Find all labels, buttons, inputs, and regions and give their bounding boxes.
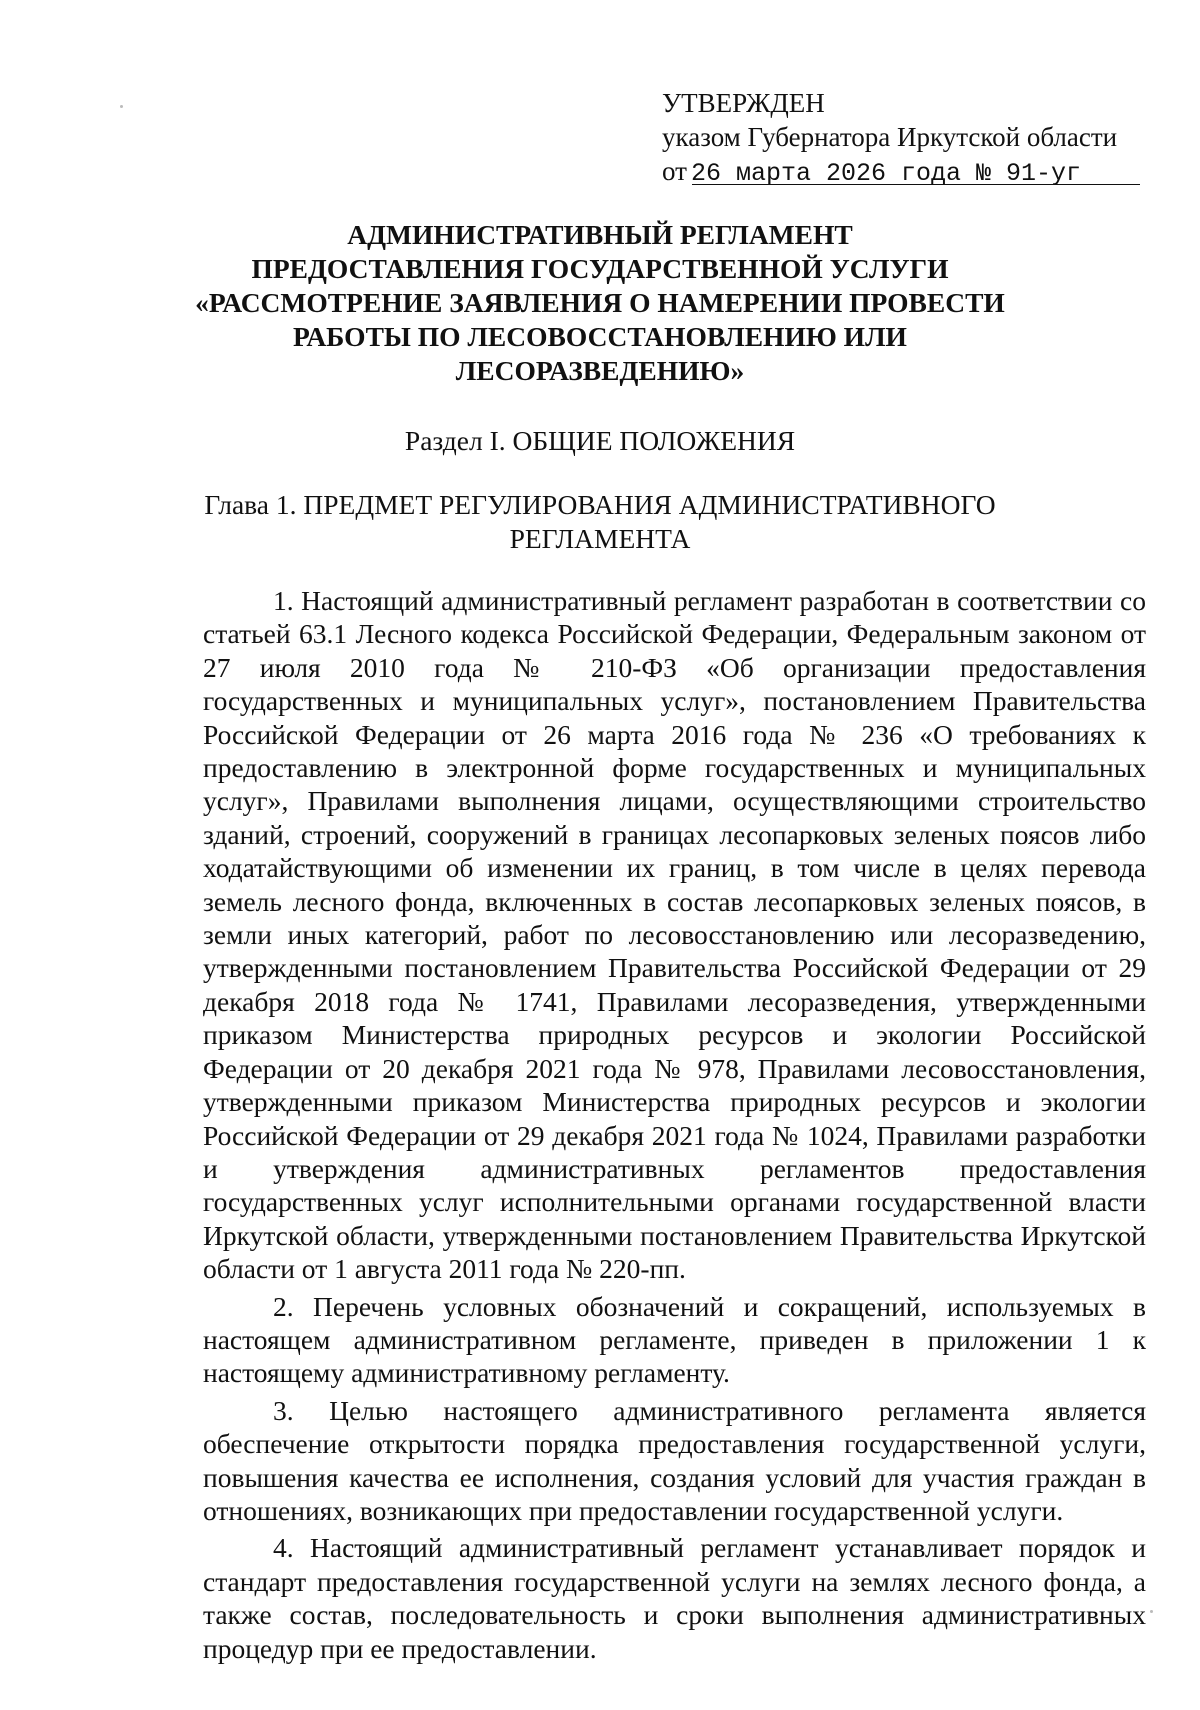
approval-status: УТВЕРЖДЕН xyxy=(662,88,825,118)
paragraph-2: 2. Перечень условных обозначений и сокращений, используемых в настоящем административном регламенте, приведен в приложении 1 к настоящему административному регламенту. xyxy=(203,1290,1146,1389)
chapter-heading xyxy=(150,488,1050,556)
paragraph-1: 1. Настоящий административный регламент разработан в соответствии со статьей 63.1 Лесного кодекса Российской Федерации, Федеральным законом от 27 июля 2010 года № 210-ФЗ «Об организации предоставления государственных и муниципальных услуг», постановлением Правительства Российской Федерации от 26 марта 2016 года № 236 «О требованиях к предоставлению в электронной форме государственных и муниципальных услуг», Правилами выполнения лицами, осуществляющими строительство зданий, строений, сооружений в границах лесопарковых зеленых поясов либо ходатайствующими об изменении их границ, в том числе в целях перевода земель лесного фонда, включенных в состав лесопарковых зеленых поясов, в земли иных категорий, работ по лесовосстановлению или лесоразведению, утвержденными постановлением Правительства Российской Федерации от 29 декабря 2018 года № 1741, Правилами лесоразведения, утвержденными приказом Министерства природных ресурсов и экологии Российской Федерации от 20 декабря 2021 года № 978, Правилами лесовосстановления, утвержденными приказом Министерства природных ресурсов и экологии Российской Федерации от 29 декабря 2021 года № 1024, Правилами разработки и утверждения административных регламентов предоставления государственных услуг исполнительными органами государственной власти Иркутской области, утвержденными постановлением Правительства Иркутской области от 1 августа 2011 года № 220-пп. xyxy=(203,585,1146,1285)
document-body xyxy=(203,584,1146,1669)
document-title xyxy=(150,218,1050,388)
chapter-heading-line: РЕГЛАМЕНТА xyxy=(509,523,691,554)
approval-date-underline xyxy=(692,184,1140,185)
title-line: «РАССМОТРЕНИЕ ЗАЯВЛЕНИЯ О НАМЕРЕНИИ ПРОВЕСТИ xyxy=(195,287,1005,318)
title-line: РАБОТЫ ПО ЛЕСОВОССТАНОВЛЕНИЮ ИЛИ xyxy=(293,321,907,352)
approval-stamp xyxy=(662,86,1142,191)
approval-date-value: 26 марта 2026 года № 91-уг xyxy=(690,159,1082,188)
approval-date-prefix: от xyxy=(662,156,687,186)
scan-speck xyxy=(1150,1610,1153,1613)
title-line: АДМИНИСТРАТИВНЫЙ РЕГЛАМЕНТ xyxy=(347,219,853,250)
paragraph-4: 4. Настоящий административный регламент устанавливает порядок и стандарт предоставления государственной услуги на землях лесного фонда, а также состав, последовательность и сроки выполнения административных процедур при ее предоставлении. xyxy=(203,1532,1146,1664)
scan-speck xyxy=(120,105,123,108)
title-line: ПРЕДОСТАВЛЕНИЯ ГОСУДАРСТВЕННОЙ УСЛУГИ xyxy=(251,253,949,284)
approval-date-line xyxy=(662,154,1142,191)
chapter-heading-line: Глава 1. ПРЕДМЕТ РЕГУЛИРОВАНИЯ АДМИНИСТРАТИВНОГО xyxy=(204,489,996,520)
approval-issuer: указом Губернатора Иркутской области xyxy=(662,122,1118,152)
paragraph-3: 3. Целью настоящего административного регламента является обеспечение открытости порядка предоставления государственной услуги, повышения качества ее исполнения, создания условий для участия граждан в отношениях, возникающих при предоставлении государственной услуги. xyxy=(203,1394,1146,1526)
title-line: ЛЕСОРАЗВЕДЕНИЮ» xyxy=(455,355,745,386)
section-heading: Раздел I. ОБЩИЕ ПОЛОЖЕНИЯ xyxy=(404,425,796,456)
